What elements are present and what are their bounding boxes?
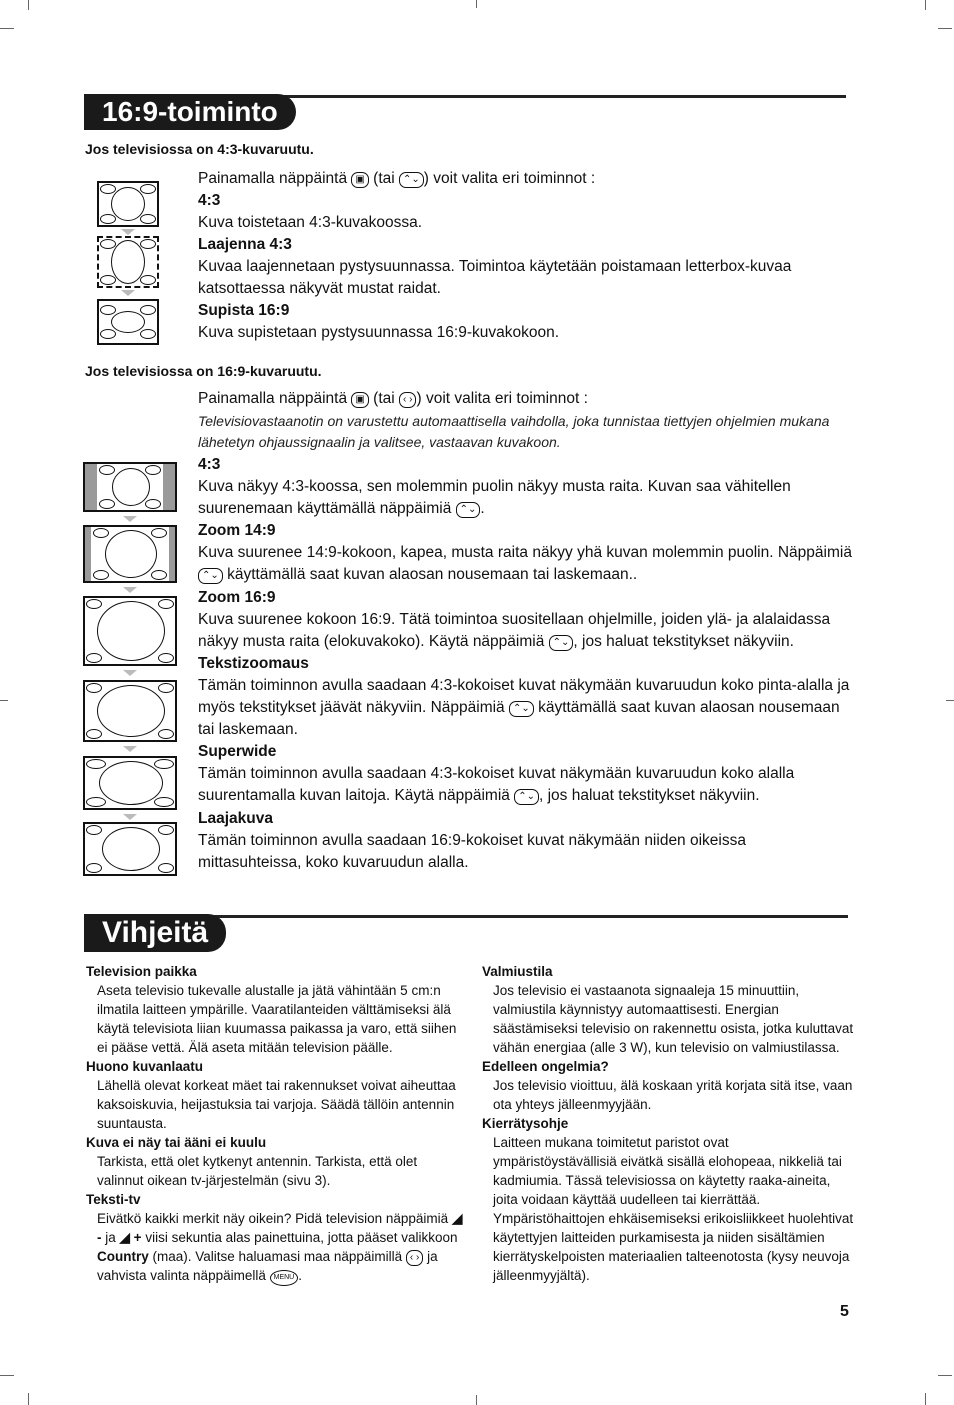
tv-subtitle-zoom-icon [83,680,177,742]
tips-left-column [86,962,464,1286]
item-43 [198,190,848,234]
crop-mark [476,1395,477,1405]
item-expand-43 [198,234,848,300]
down-arrow-icon [123,587,137,593]
tv-superwide-icon [83,756,177,810]
subheading-43: Jos televisiossa on 4:3-kuvaruutu. [85,141,314,157]
item-title: 4:3 [198,192,221,209]
leftright-keys-icon: ‹ › [399,392,416,408]
down-arrow-icon [123,670,137,676]
format-key-icon: ▣ [351,172,368,188]
item-zoom-169 [198,587,858,653]
crop-mark [476,0,477,8]
crop-mark [28,0,29,10]
updown-keys-icon: ⌃⌄ [514,789,539,805]
crop-mark [946,700,954,701]
item-compress-169 [198,300,848,344]
item-title: 4:3 [198,456,221,473]
updown-keys-icon: ⌃⌄ [456,502,481,518]
item-text: Tämän toiminnon avulla saadaan 4:3-kokoiset kuvat näkymään kuvaruudun koko alalla suurentamalla kuvan laitoja. Käytä näppäimiä ⌃⌄ , jos haluat tekstitykset näkyviin. [198,765,795,804]
tv-compress-169-icon [97,299,159,345]
tip-text: Laitteen mukana toimitetut paristot ovat ympäristöystävällisiä eivätkä sisällä elohopeaa, nikkeliä tai kadmiumia. Tässä televisiossa on käytetty raaka-aineita, joita voidaan käyttää uudelleen tai kierrättää. Ympäristöhaittojen ehkäisemiseksi erikoisliikkeet huolehtivat käytettyjen laitteiden purkamisesta ja niiden sisältämien kierrätyskelpoisten materiaalien talteenotosta (kysy neuvoja jälleenmyyjältä). [493,1135,854,1283]
item-169-43 [198,454,858,520]
updown-keys-icon: ⌃⌄ [399,172,424,188]
volume-minus-key: ◢ - [97,1211,463,1245]
auto-switch-note: Televisiovastaanotin on varustettu automaattisella vaihdolla, joka tunnistaa tiettyjen ohjelmien mukana lähetetyn ohjaussignaalin ja valitsee, vastaavan kuvakoon. [198,413,830,450]
down-arrow-icon [121,229,135,235]
volume-plus-key: ◢ + [119,1230,142,1245]
tip-text: Jos televisio ei vastaanota signaaleja 15 minuuttiin, valmiustila käynnistyy automaattisesti. Energian säästämiseksi televisio on rakennettu osista, jotka kuluttavat vähän energiaa (alle 3 W), kun televisio on valmiustilassa. [493,983,854,1055]
tip-title: Teksti-tv [86,1192,141,1207]
tips-right-column [482,962,854,1285]
item-title: Zoom 16:9 [198,589,276,606]
down-arrow-icon [123,516,137,522]
down-arrow-icon [121,290,135,296]
down-arrow-icon [123,746,137,752]
item-text: Kuva näkyy 4:3-koossa, sen molemmin puolin näkyy musta raita. Kuvan saa vähitellen suurenemaan käyttämällä näppäimiä ⌃⌄ . [198,478,791,517]
intro-43: Painamalla näppäintä ▣ (tai ⌃⌄ ) voit valita eri toiminnot : [198,170,596,187]
page-number: 5 [840,1303,849,1320]
item-text: Kuva toistetaan 4:3-kuvakoossa. [198,214,423,231]
tip-title: Edelleen ongelmia? [482,1059,609,1074]
item-text: Tämän toiminnon avulla saadaan 4:3-kokoiset kuvat näkymään kuvaruudun koko pinta-alalla ja myös tekstitykset jäävät näkyviin. Näppäimiä ⌃⌄ käyttämällä saat kuvan alaosan nousemaan tai laskemaan. [198,677,850,738]
crop-mark [938,28,952,29]
crop-mark [0,700,8,701]
crop-mark [0,28,14,29]
crop-mark [28,1393,29,1405]
tip-text: Eivätkö kaikki merkit näy oikein? Pidä television näppäimiä ◢ - ja ◢ + viisi sekuntia alas painettuina, jotta pääset valikkoon Country (maa). Valitse haluamasi maa näppäimillä ‹ › ja vahvista valinta näppäimellä MENU . [86,1209,464,1286]
tip-title: Kierrätysohje [482,1116,569,1131]
tip-title: Television paikka [86,964,197,979]
crop-mark [0,1375,14,1376]
format-key-icon: ▣ [351,392,368,408]
item-text: Kuva suurenee 14:9-kokoon, kapea, musta raita näkyy yhä kuvan molemmin puolin. Näppäimiä ⌃⌄ käyttämällä saat kuvan alaosan nousemaan tai laskemaan.. [198,544,852,583]
item-zoom-149 [198,520,858,586]
tip-title: Valmiustila [482,964,553,979]
item-text: Kuvaa laajennetaan pystysuunnassa. Toimintoa käytetään poistamaan letterbox-kuvaa katsottaessa näkyvät mustat raidat. [198,258,792,297]
updown-keys-icon: ⌃⌄ [198,568,223,584]
tv-zoom-169-icon [83,596,177,666]
subheading-169: Jos televisiossa on 16:9-kuvaruutu. [85,363,322,379]
item-title: Tekstizoomaus [198,655,309,672]
down-arrow-icon [123,814,137,820]
leftright-keys-icon: ‹ › [406,1250,423,1266]
item-subtitle-zoom [198,653,858,741]
crop-mark [925,1393,926,1405]
tv-169-43-icon [83,462,177,512]
intro-169: Painamalla näppäintä ▣ (tai ‹ › ) voit valita eri toiminnot : [198,390,588,407]
item-title: Laajakuva [198,810,273,827]
menu-key-icon: MENU [270,1270,299,1286]
tip-text: Aseta televisio tukevalle alustalle ja jätä vähintään 5 cm:n ilmatila laitteen ympärille. Vaaratilanteiden välttämiseksi älä käytä televisiota liian kuumassa paikassa ja varo, että siihen ei pääse vettä. Älä aseta mitään television päälle. [97,983,457,1055]
item-title: Superwide [198,743,277,760]
item-title: Supista 16:9 [198,302,290,319]
tip-text: Lähellä olevat korkeat mäet tai rakennukset voivat aiheuttaa kaksoiskuvia, heijastuksia tai varjoja. Säädä tällöin antennin suuntausta. [97,1078,456,1131]
tv-43-icon [97,181,159,227]
tv-widescreen-icon [83,822,177,876]
tip-title: Kuva ei näy tai ääni ei kuulu [86,1135,267,1150]
item-widescreen [198,808,838,874]
item-title: Laajenna 4:3 [198,236,292,253]
tv-zoom-149-icon [83,525,177,583]
crop-mark [925,0,926,10]
tip-title: Huono kuvanlaatu [86,1059,204,1074]
tip-text: Jos televisio vioittuu, älä koskaan yritä korjata sitä itse, vaan ota yhteys jälleenmyyjään. [493,1078,853,1112]
country-menu-label: Country [97,1249,149,1264]
tip-text: Tarkista, että olet kytkenyt antennin. Tarkista, että olet valinnut oikean tv-järjestelmän (sivu 3). [97,1154,418,1188]
item-text: Tämän toiminnon avulla saadaan 16:9-kokoiset kuvat näkymään niiden oikeissa mittasuhteissa, koko kuvaruudun alalla. [198,832,746,871]
section-title: Vihjeitä [84,914,226,952]
item-title: Zoom 14:9 [198,522,276,539]
crop-mark [938,1375,952,1376]
item-superwide [198,741,858,807]
updown-keys-icon: ⌃⌄ [549,635,574,651]
updown-keys-icon: ⌃⌄ [509,701,534,717]
item-text: Kuva suurenee kokoon 16:9. Tätä toimintoa suositellaan ohjelmille, joiden ylä- ja alalaidassa näkyy musta raita (elokuvakoko). Käytä näppäimiä ⌃⌄ , jos haluat tekstitykset näkyviin. [198,611,831,650]
item-text: Kuva supistetaan pystysuunnassa 16:9-kuvakokoon. [198,324,560,341]
section-title: 16:9-toiminto [84,94,296,130]
tv-expand-43-icon [97,236,159,288]
